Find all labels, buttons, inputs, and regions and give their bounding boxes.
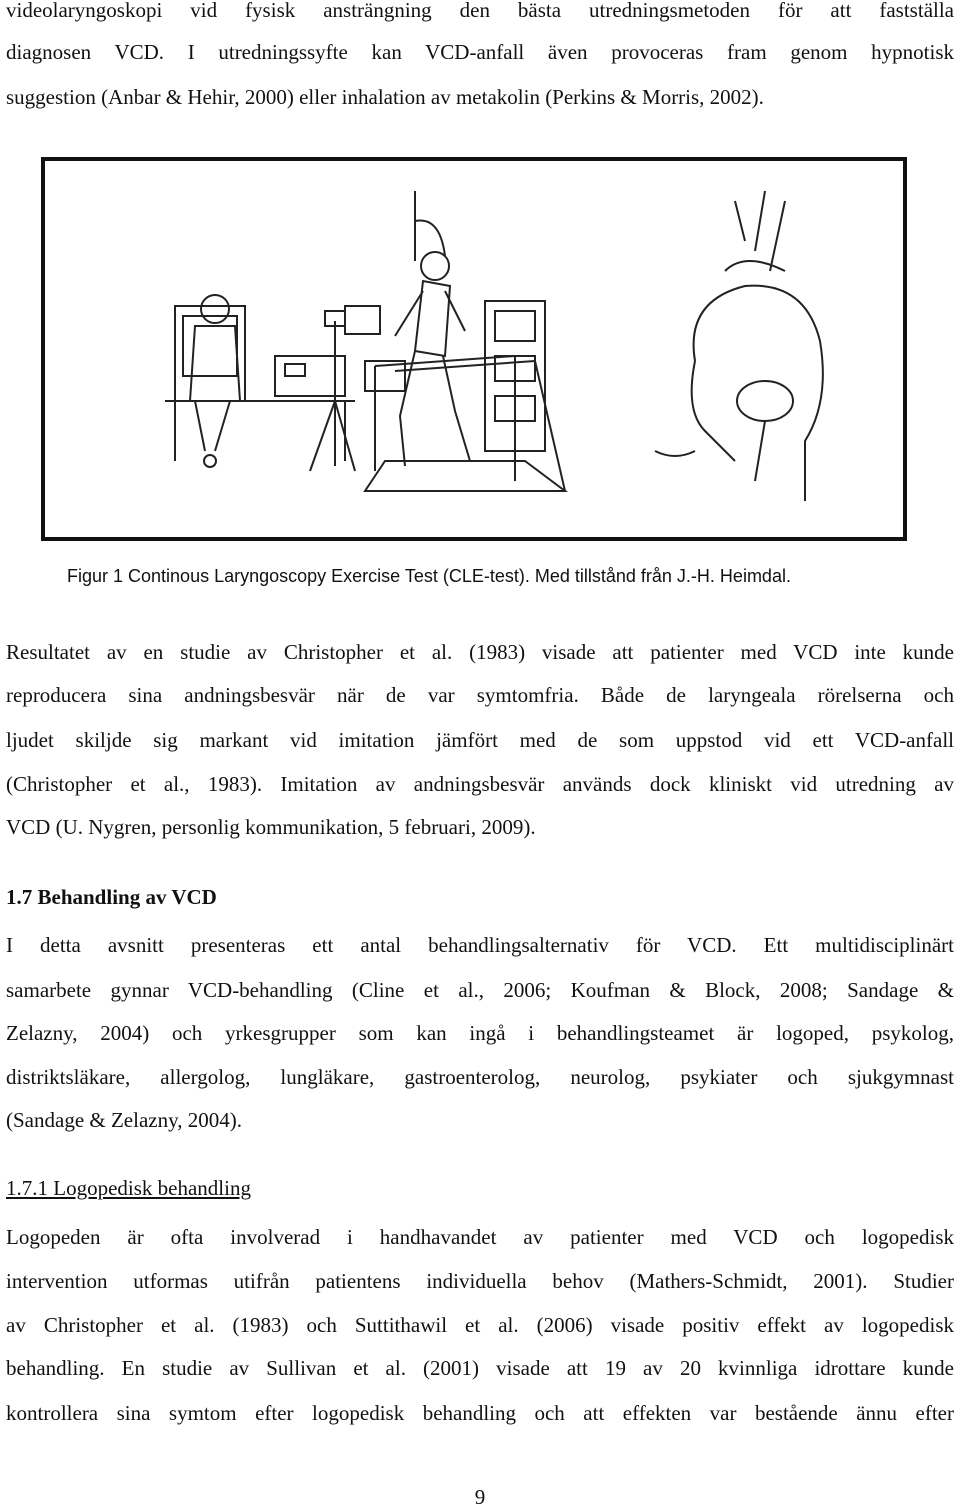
doctor-body <box>190 326 240 401</box>
patient-head-closeup <box>694 286 823 501</box>
text-line: (Christopher et al., 1983). Imitation av andningsbesvär används dock kliniskt vid utredning av <box>6 772 954 796</box>
text-line: distriktsläkare, allergolog, lungläkare, gastroenterolog, neurolog, psykiater och sjukgymnast <box>6 1065 954 1089</box>
text-line: reproducera sina andningsbesvär när de var symtomfria. Både de laryngeala rörelserna och <box>6 683 954 707</box>
face-mask <box>737 381 793 421</box>
page-number: 9 <box>474 1485 486 1509</box>
runner-head <box>421 252 449 280</box>
text-line: kontrollera sina symtom efter logopedisk behandling och att effekten var bestående ännu efter <box>6 1401 954 1425</box>
text-line: (Sandage & Zelazny, 2004). <box>6 1108 242 1132</box>
text-line: behandling. En studie av Sullivan et al. (2001) visade att 19 av 20 kvinnliga idrottare kunde <box>6 1356 954 1380</box>
section-heading: 1.7 Behandling av VCD <box>6 885 217 909</box>
text-line: samarbete gynnar VCD-behandling (Cline et al., 2006; Koufman & Block, 2008; Sandage & <box>6 978 954 1002</box>
text-line: Zelazny, 2004) och yrkesgrupper som kan ingå i behandlingsteamet är logoped, psykolog, <box>6 1021 954 1045</box>
figure-caption: Figur 1 Continous Laryngoscopy Exercise Test (CLE-test). Med tillstånd från J.-H. Heimdal. <box>67 566 791 586</box>
doctor-head <box>201 295 229 323</box>
computer-monitor <box>175 306 245 401</box>
text-line: intervention utformas utifrån patientens individuella behov (Mathers-Schmidt, 2001). Studier <box>6 1269 954 1293</box>
treadmill-belt <box>365 461 565 491</box>
text-line: diagnosen VCD. I utredningssyfte kan VCD-anfall även provoceras fram genom hypnotisk <box>6 40 954 64</box>
text-line: Logopeden är ofta involverad i handhavandet av patienter med VCD och logopedisk <box>6 1225 954 1249</box>
figure-illustration <box>41 157 907 541</box>
endoscope-cables <box>735 191 785 271</box>
text-line: Resultatet av en studie av Christopher et al. (1983) visade att patienter med VCD inte kunde <box>6 640 954 664</box>
text-line: av Christopher et al. (1983) och Suttithawil et al. (2006) visade positiv effekt av logopedisk <box>6 1313 954 1337</box>
text-line: VCD (U. Nygren, personlig kommunikation, 5 februari, 2009). <box>6 815 536 839</box>
text-line: videolaryngoskopi vid fysisk ansträngning den bästa utredningsmetoden för att fastställa <box>6 0 954 22</box>
text-line: ljudet skiljde sig markant vid imitation jämfört med de som uppstod vid ett VCD-anfall <box>6 728 954 752</box>
text-line: I detta avsnitt presenteras ett antal behandlingsalternativ för VCD. Ett multidisciplinärt <box>6 933 954 957</box>
cle-test-drawing <box>45 161 903 537</box>
subsection-heading: 1.7.1 Logopedisk behandling <box>6 1176 251 1200</box>
text-line: suggestion (Anbar & Hehir, 2000) eller inhalation av metakolin (Perkins & Morris, 2002). <box>6 85 764 109</box>
